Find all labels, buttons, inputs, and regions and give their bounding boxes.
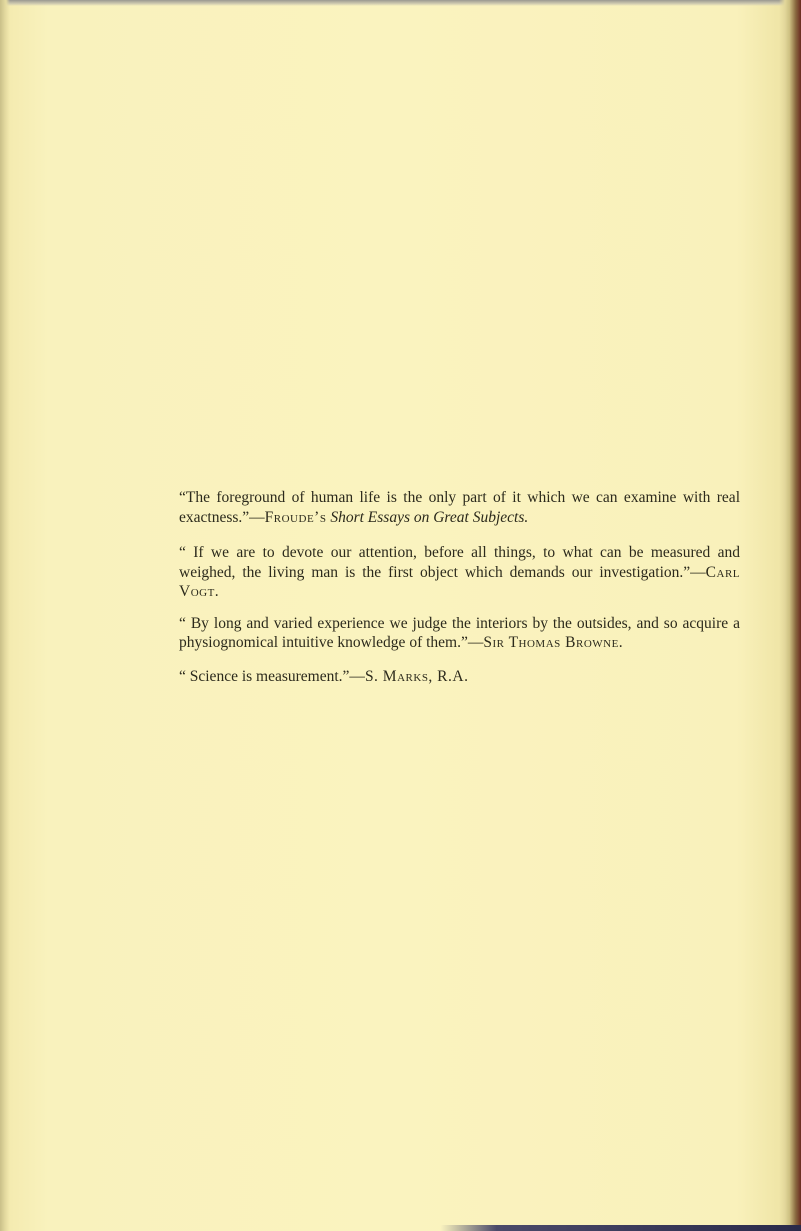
epigraph-quotes: [163, 488, 740, 702]
quote-attribution: S. Marks, R.A.: [364, 667, 469, 685]
quote-text: “ Science is measurement.”—: [179, 667, 365, 685]
quote-text: “ If we are to devote our attention, before all things, to what can be measured and weighed, the living man is the first object which demands our investigation.”—: [179, 544, 740, 581]
book-spine-edge: [789, 0, 801, 1231]
quote-browne: [163, 614, 740, 653]
page-right-shadow: [779, 0, 789, 1231]
quote-text: “The foreground of human life is the only part of it which we can examine with real exactness.”—: [179, 489, 740, 526]
quote-attribution: Carl Vogt.: [179, 563, 740, 600]
quote-marks: [163, 667, 740, 687]
quote-vogt: [163, 543, 740, 602]
page-left-edge: [0, 0, 10, 1231]
quote-attribution: Froude’s: [264, 508, 327, 526]
quote-froude: [163, 488, 740, 527]
quote-text: “ By long and varied experience we judge the interiors by the outsides, and so acquire a physiognomical intuitive knowledge of them.”—: [179, 614, 740, 651]
quote-attribution: Sir Thomas Browne.: [483, 634, 624, 651]
book-cover-bottom-edge: [0, 1225, 801, 1231]
quote-source-title: Short Essays on Great Subjects.: [330, 508, 529, 526]
page-top-edge: [0, 0, 801, 6]
